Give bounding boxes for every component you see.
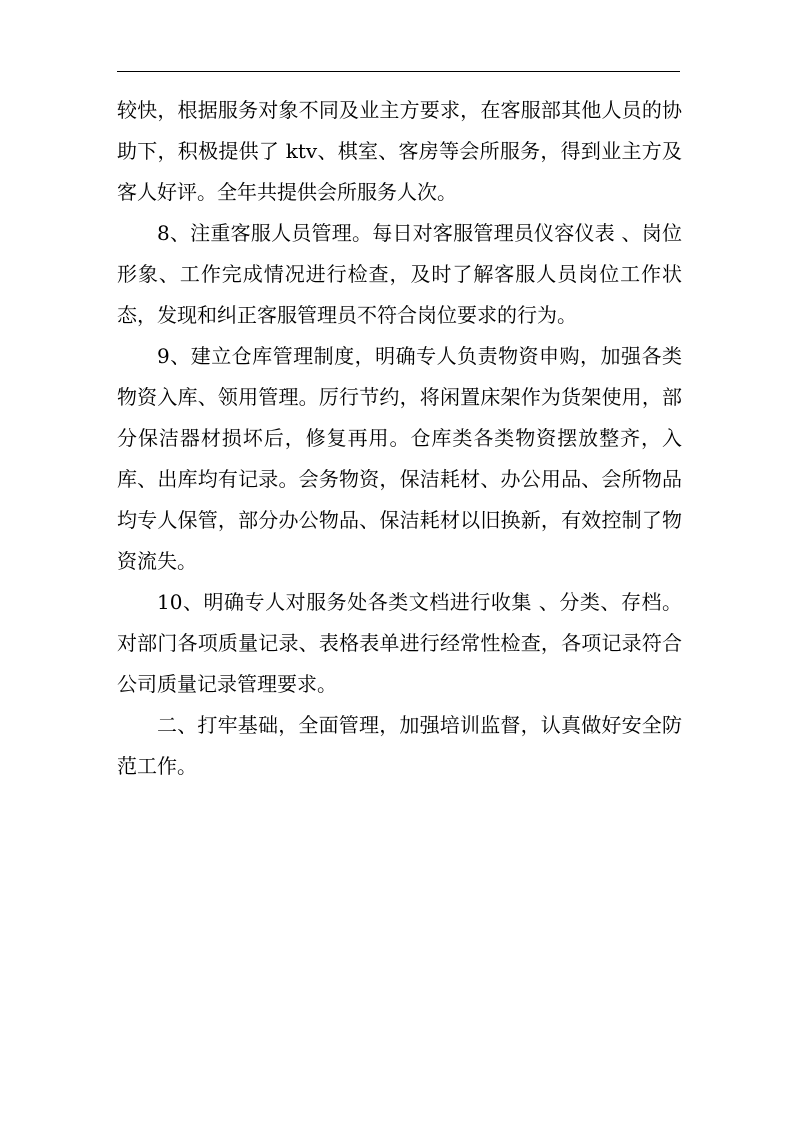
paragraph-item-8: 8、注重客服人员管理。每日对客服管理员仪容仪表 、岗位形象、工作完成情况进行检查，及时了解客服人员岗位工作状态，发现和纠正客服管理员不符合岗位要求的行为。 (117, 221, 682, 327)
section-heading-two: 二、打牢基础，全面管理，加强培训监督，认真做好安全防范工作。 (117, 713, 682, 778)
paragraph-item-9: 9、建立仓库管理制度，明确专人负责物资申购，加强各类物资入库、领用管理。厉行节约，将闲置床架作为货架使用，部分保洁器材损坏后，修复再用。仓库类各类物资摆放整齐，入库、出库均有记录。会务物资，保洁耗材、办公用品、会所物品均专人保管，部分办公物品、保洁耗材以旧换新，有效控制了物资流失。 (117, 344, 682, 573)
document-body (117, 90, 682, 787)
header-rule (117, 71, 680, 72)
paragraph-continuation: 较快，根据服务对象不同及业主方要求，在客服部其他人员的协助下，积极提供了 ktv、棋室、客房等会所服务，得到业主方及客人好评。全年共提供会所服务人次。 (117, 98, 682, 204)
paragraph-item-10: 10、明确专人对服务处各类文档进行收集 、分类、存档。对部门各项质量记录、表格表单进行经常性检查，各项记录符合公司质量记录管理要求。 (117, 590, 682, 696)
